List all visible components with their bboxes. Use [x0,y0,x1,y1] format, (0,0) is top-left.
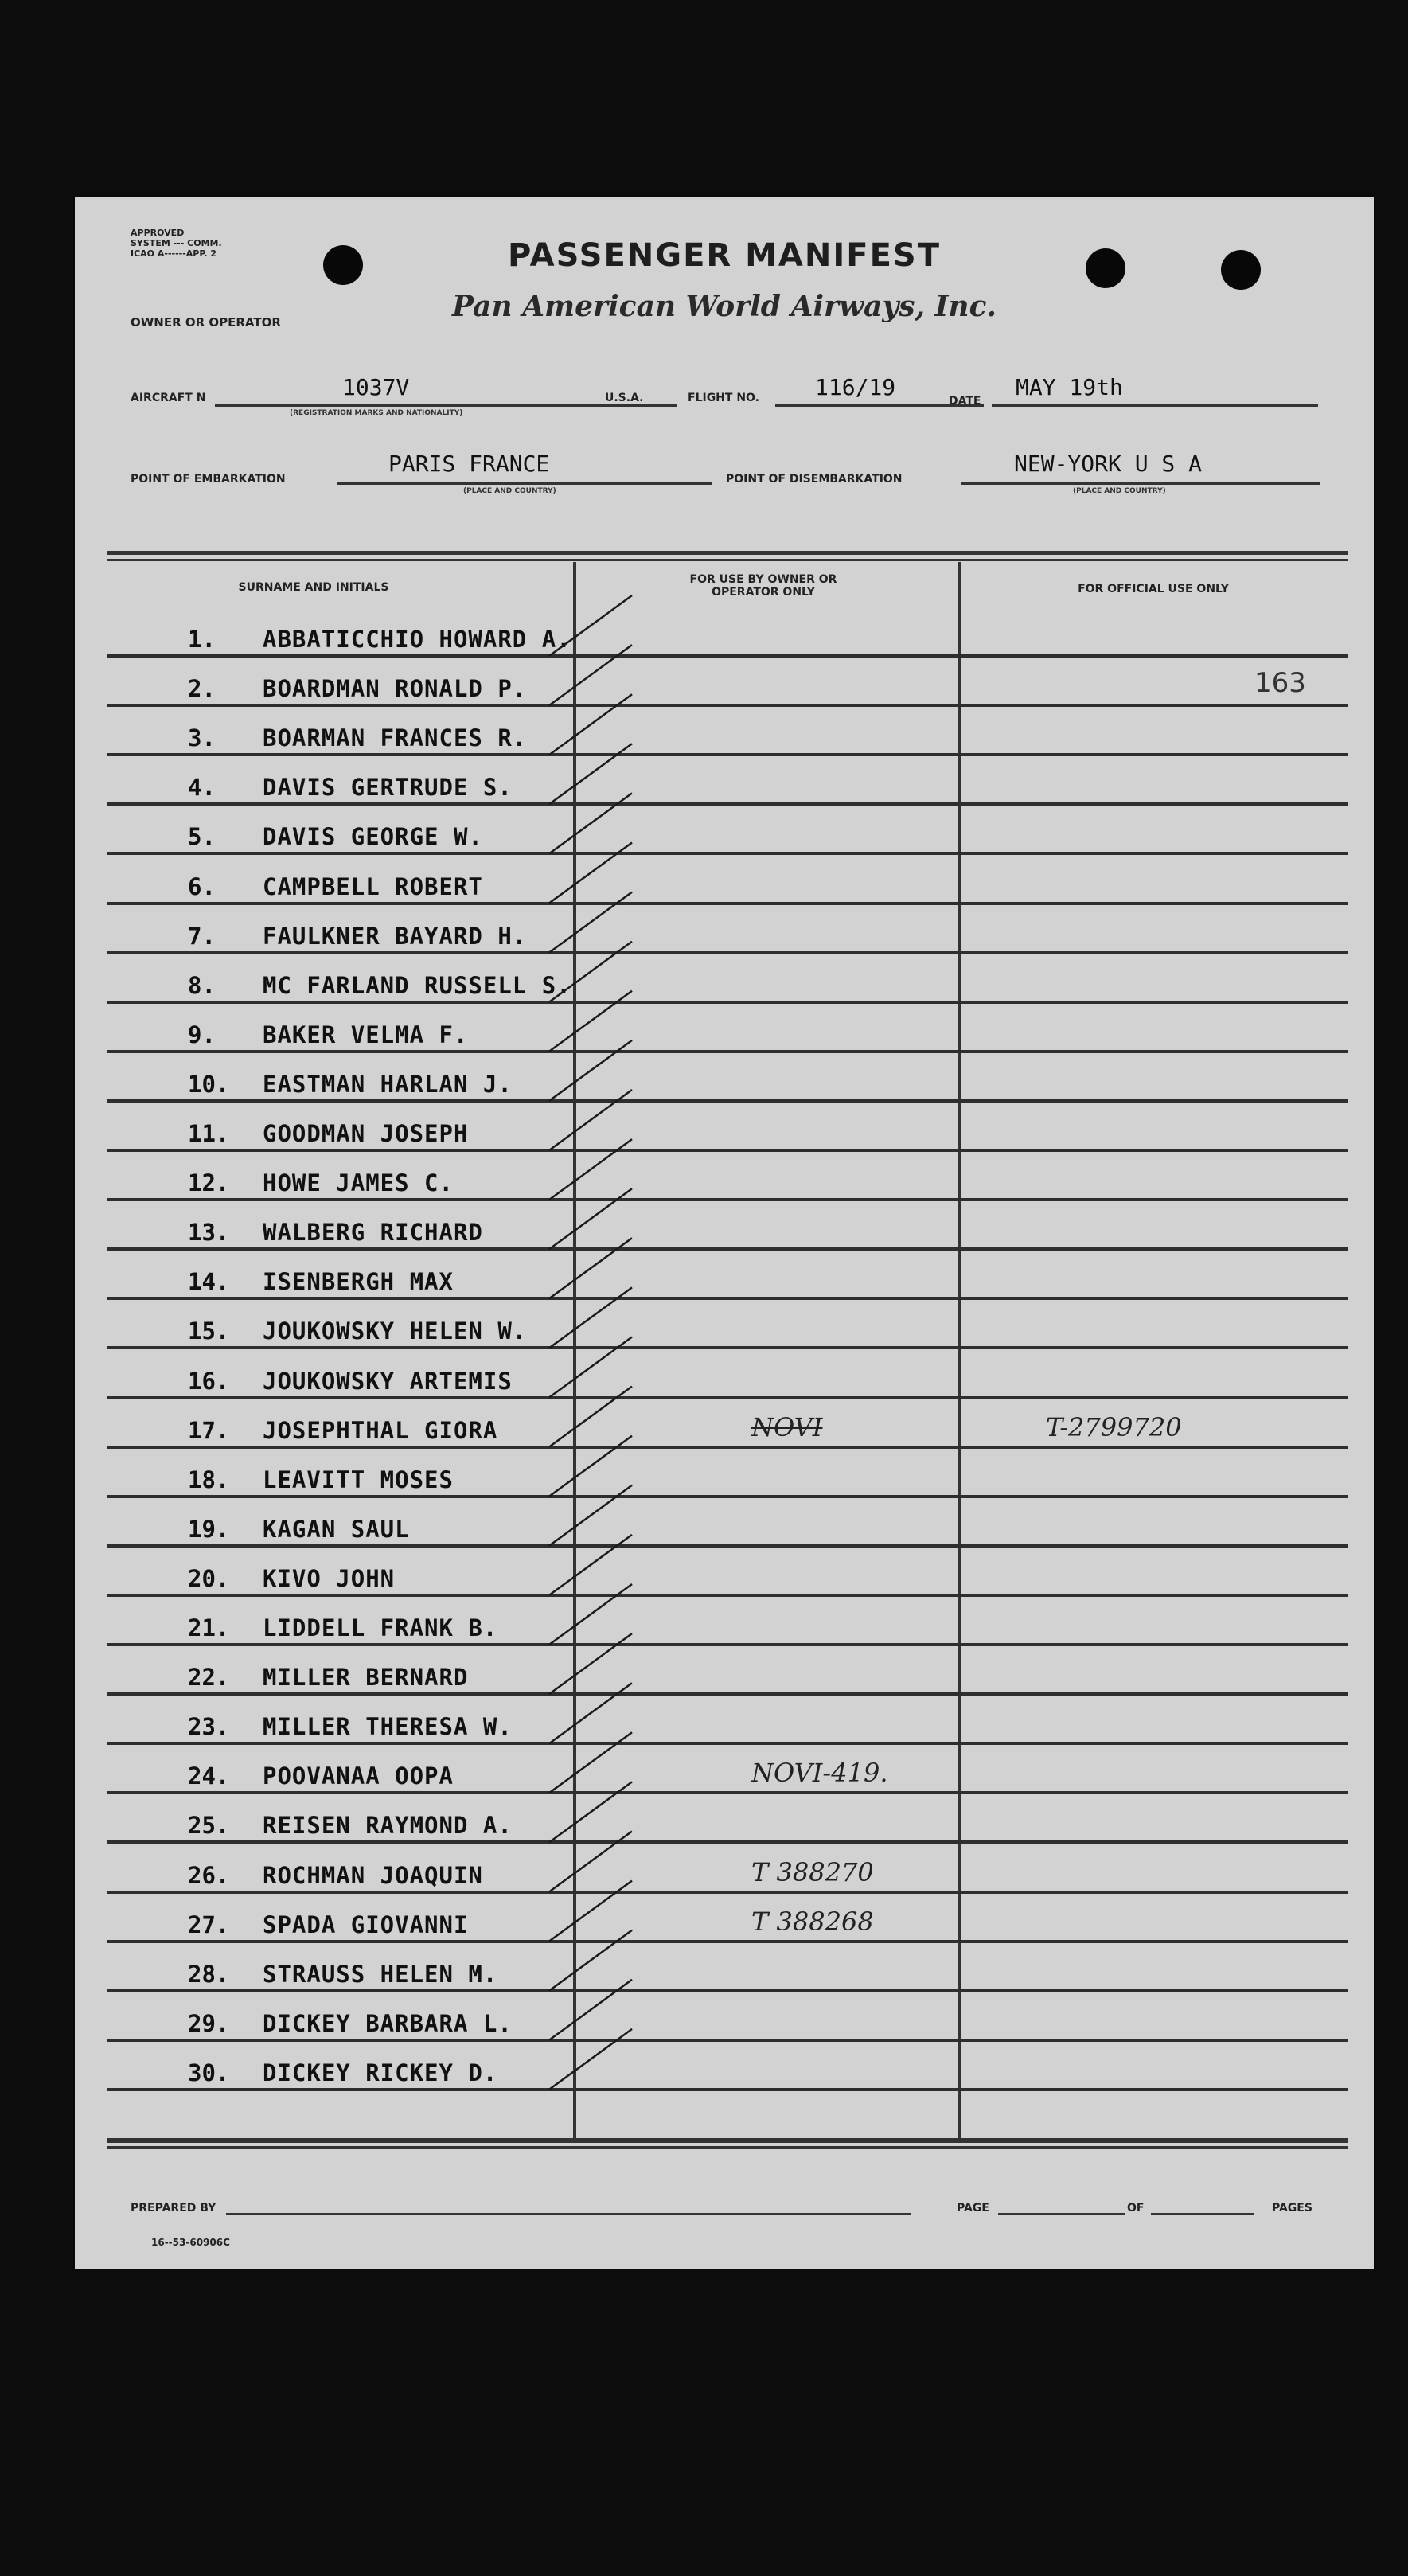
passenger-name: JOUKOWSKY ARTEMIS [263,1367,513,1395]
check-stroke [549,1633,632,1694]
flight-label: FLIGHT NO. [688,392,759,404]
passenger-number: 22. [188,1664,230,1692]
of-label: OF [1127,2202,1145,2215]
passenger-number: 10. [188,1070,230,1098]
check-stroke [549,793,632,853]
passenger-number: 29. [188,2009,230,2037]
approval-line: APPROVED [131,228,185,238]
owner-label: OWNER OR OPERATOR [131,315,281,330]
check-stroke [549,645,632,705]
manifest-sheet [75,197,1374,2269]
passenger-name: DICKEY RICKEY D. [263,2059,498,2086]
approval-line: SYSTEM --- COMM. [131,238,222,248]
passenger-number: 2. [188,675,216,703]
check-stroke [549,1832,632,1892]
operator-note: T 388270 [751,1856,874,1887]
prepared-by-underline [226,2213,911,2215]
passenger-name: BOARMAN FRANCES R. [263,724,528,752]
passenger-name: LIDDELL FRANK B. [263,1614,498,1641]
passenger-number: 9. [188,1021,216,1048]
operator-note: NOVI [751,1411,823,1442]
aircraft-label: AIRCRAFT N [131,392,206,404]
page-label: PAGE [957,2202,989,2215]
passenger-number: 4. [188,774,216,802]
passenger-name: JOSEPHTHAL GIORA [263,1416,498,1444]
passenger-number: 14. [188,1268,230,1296]
check-stroke [549,1683,632,1743]
operator-note: NOVI-419. [751,1758,888,1789]
page-underline [998,2213,1125,2215]
passenger-name: FAULKNER BAYARD H. [263,922,528,950]
passenger-name: HOWE JAMES C. [263,1169,454,1197]
passenger-number: 21. [188,1614,230,1641]
passenger-name: KIVO JOHN [263,1564,396,1592]
check-stroke [549,595,632,656]
check-stroke [549,892,632,953]
of-underline [1151,2213,1254,2215]
check-marks [75,197,1374,2269]
check-stroke [549,1040,632,1101]
check-stroke [549,1535,632,1595]
pages-label: PAGES [1272,2202,1312,2215]
passenger-number: 5. [188,823,216,851]
aircraft-sublabel: (REGISTRATION MARKS AND NATIONALITY) [290,409,463,417]
check-stroke [549,1732,632,1793]
prepared-by-label: PREPARED BY [131,2202,216,2215]
disembarkation-sublabel: (PLACE AND COUNTRY) [1073,487,1166,495]
official-note: T-2799720 [1046,1411,1182,1442]
flight-value: 116/19 [815,374,896,400]
passenger-name: KAGAN SAUL [263,1515,410,1543]
passenger-number: 25. [188,1812,230,1840]
passenger-number: 12. [188,1169,230,1197]
airline-name: Pan American World Airways, Inc. [451,290,997,323]
passenger-name: WALBERG RICHARD [263,1219,483,1247]
passenger-name: MC FARLAND RUSSELL S. [263,971,571,999]
check-stroke [549,1139,632,1200]
check-stroke [549,1881,632,1942]
approval-line: ICAO A------APP. 2 [131,248,217,259]
passenger-number: 16. [188,1367,230,1395]
date-label: DATE [949,395,981,408]
passenger-name: ABBATICCHIO HOWARD A. [263,626,571,653]
passenger-number: 13. [188,1219,230,1247]
form-title: PASSENGER MANIFEST [508,237,941,274]
table-bottom-rule [107,2138,1348,2143]
usa-label: U.S.A. [605,392,644,404]
passenger-name: CAMPBELL ROBERT [263,872,483,900]
check-stroke [549,1090,632,1150]
check-stroke [549,1584,632,1645]
check-stroke [549,942,632,1002]
check-stroke [549,1930,632,1991]
passenger-name: MILLER THERESA W. [263,1713,513,1741]
passenger-number: 26. [188,1861,230,1889]
handwritten-page-number: 163 [1254,667,1306,699]
check-stroke [549,1238,632,1298]
check-stroke [549,1980,632,2040]
embarkation-sublabel: (PLACE AND COUNTRY) [463,487,556,495]
passenger-name: SPADA GIOVANNI [263,1911,469,1938]
form-number: 16--53-60906C [151,2237,230,2248]
operator-column-header: FOR USE BY OWNER OR OPERATOR ONLY [689,573,837,599]
passenger-name: POOVANAA OOPA [263,1762,454,1790]
official-column-header: FOR OFFICIAL USE ONLY [1078,583,1229,595]
passenger-number: 1. [188,626,216,653]
passenger-name: EASTMAN HARLAN J. [263,1070,513,1098]
check-stroke [549,843,632,904]
check-stroke [549,991,632,1052]
passenger-name: JOUKOWSKY HELEN W. [263,1317,528,1345]
aircraft-value: 1037V [342,374,410,400]
passenger-number: 6. [188,872,216,900]
table-bottom-rule-inner [107,2146,1348,2149]
passenger-number: 23. [188,1713,230,1741]
passenger-name: REISEN RAYMOND A. [263,1812,513,1840]
operator-note: T 388268 [751,1906,874,1937]
passenger-number: 15. [188,1317,230,1345]
check-stroke [549,744,632,804]
passenger-name: GOODMAN JOSEPH [263,1120,469,1147]
date-value: MAY 19th [1016,374,1123,400]
check-stroke [549,694,632,755]
passenger-number: 7. [188,922,216,950]
check-stroke [549,1436,632,1497]
passenger-number: 3. [188,724,216,752]
embarkation-label: POINT OF EMBARKATION [131,473,286,486]
passenger-name: DICKEY BARBARA L. [263,2009,513,2037]
disembarkation-label: POINT OF DISEMBARKATION [726,473,903,486]
passenger-number: 11. [188,1120,230,1147]
passenger-name: DAVIS GERTRUDE S. [263,774,513,802]
passenger-name: LEAVITT MOSES [263,1466,454,1493]
check-stroke [549,1485,632,1546]
passenger-name: BAKER VELMA F. [263,1021,469,1048]
passenger-name: ROCHMAN JOAQUIN [263,1861,483,1889]
surname-column-header: SURNAME AND INITIALS [238,581,389,594]
check-stroke [549,1188,632,1249]
passenger-name: ISENBERGH MAX [263,1268,454,1296]
passenger-number: 27. [188,1911,230,1938]
passenger-number: 19. [188,1515,230,1543]
passenger-name: MILLER BERNARD [263,1664,469,1692]
check-stroke [549,1337,632,1398]
passenger-number: 8. [188,971,216,999]
passenger-number: 18. [188,1466,230,1493]
passenger-name: STRAUSS HELEN M. [263,1960,498,1988]
passenger-number: 28. [188,1960,230,1988]
check-stroke [549,2029,632,2090]
check-stroke [549,1287,632,1348]
passenger-number: 17. [188,1416,230,1444]
passenger-name: BOARDMAN RONALD P. [263,675,528,703]
passenger-name: DAVIS GEORGE W. [263,823,483,851]
check-stroke [549,1387,632,1447]
passenger-number: 24. [188,1762,230,1790]
passenger-number: 20. [188,1564,230,1592]
check-stroke [549,1782,632,1842]
passenger-number: 30. [188,2059,230,2086]
embarkation-value: PARIS FRANCE [388,451,550,477]
disembarkation-value: NEW-YORK U S A [1014,451,1203,477]
